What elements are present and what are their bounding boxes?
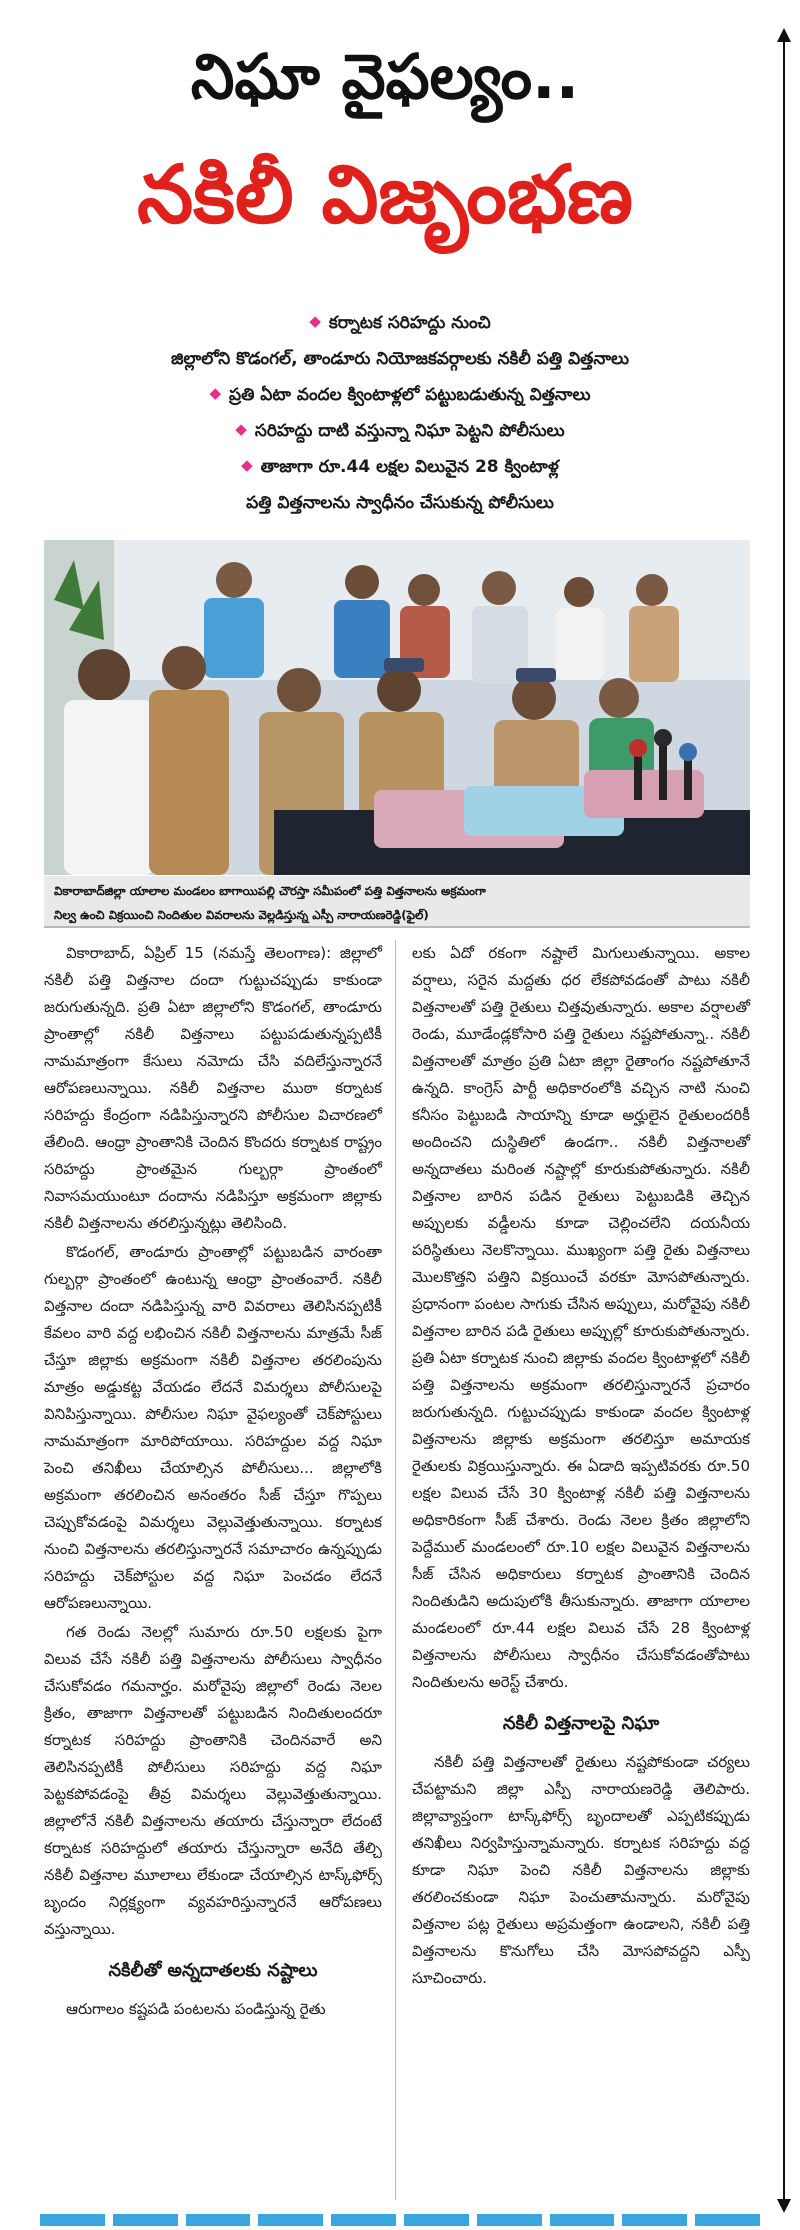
article-subheading: నకిలీ విత్తనాలపై నిఘా <box>502 1713 660 1734</box>
highlight-text: సరిహద్దు దాటి వస్తున్నా నిఘా పెట్టని పోలీసులు <box>254 421 565 441</box>
press-meet-photo <box>44 540 750 875</box>
column-divider <box>395 940 396 2200</box>
highlight-item <box>30 413 770 449</box>
highlight-text: తాజాగా రూ.44 లక్షల విలువైన 28 క్వింటాళ్ల <box>260 457 559 477</box>
article-column-right <box>412 940 750 1994</box>
highlight-text: కర్నాటక సరిహద్దు నుంచి <box>328 313 491 333</box>
article-paragraph: లకు ఏదో రకంగా నష్టాలే మిగులుతున్నాయి. అకాల వర్షాలు, సరైన మద్దతు ధర లేకపోవడంతో పాటు నకిలీ విత్తనాలతో పత్తి రైతులు చిత్తవుతున్నారు. అకాల వర్షాలతో రెండు, మూడేండ్లకోసారి పత్తి రైతులు నష్టపోతున్నా.. నకిలీ విత్తనాలతో మాత్రం ప్రతి ఏటా జిల్లా రైతాంగం నష్టపోతూనే ఉన్నది. కాంగ్రెస్‌ పార్టీ అధికారంలోకి వచ్చిన నాటి నుంచి కనీసం పెట్టుబడి సాయాన్ని కూడా అర్హులైన రైతులందరికీ అందించని దుస్థితిలో ఉండగా.. నకిలీ విత్తనాలతో అన్నదాతలు మరింత నష్టాల్లో కూరుకుపోతున్నారు. నకిలీ విత్తనాల బారిన పడిన రైతులు పెట్టుబడికి తెచ్చిన అప్పులకు వడ్డీలను కూడా చెల్లించలేని దయనీయ పరిస్థితులు నెలకొన్నాయి. ముఖ్యంగా పత్తి రైతు విత్తనాలు మొలకొత్తని పత్తిని విక్రయించే వరకూ మోసపోతున్నారు. ప్రధానంగా పంటల సాగుకు చేసిన అప్పులు, మరోవైపు నకిలీ విత్తనాల బారిన పడి రైతులు అప్పుల్లో కూరుకుపోతున్నారు. ప్రతి ఏటా కర్నాటక నుంచి జిల్లాకు వందల క్వింటాళ్లలో నకిలీ పత్తి విత్తనాలను అక్రమంగా తరలిస్తున్నారనే ప్రచారం జరుగుతున్నది. గుట్టుచప్పుడు కాకుండా వందల క్వింటాళ్ల విత్తనాలను జిల్లాకు అక్రమంగా తరలిస్తూ అమాయక రైతులకు విక్రయిస్తున్నారు. ఈ ఏడాది ఇప్పటివరకు రూ.50 లక్షల విలువ చేసే 30 క్వింటాళ్ల నకిలీ పత్తి విత్తనాలను అధికారికంగా సీజ్‌ చేశారు. రెండు నెలల క్రితం జిల్లాలోని పెద్దేముల్‌ మండలంలో రూ.10 లక్షల విలువైన విత్తనాలను సీజ్‌ చేసిన అధికారులు కర్నాటక ప్రాంతానికి చెందిన నిందితుడిని అదుపులోకి తీసుకున్నారు. తాజాగా యాలాల మండలంలో రూ.44 లక్షల విలువ చేసే 28 క్వింటాళ్ల విత్తనాలను పోలీసులు స్వాధీనం చేసుకోవడంతోపాటు నిందితులను అరెస్ట్‌ చేశారు. <box>412 944 750 1691</box>
highlight-item <box>30 341 770 377</box>
highlight-item <box>30 449 770 485</box>
highlight-text: ప్రతి ఏటా వందల క్వింటాళ్లలో పట్టుబడుతున్న విత్తనాలు <box>228 385 591 405</box>
highlight-item <box>30 377 770 413</box>
diamond-icon: ◆ <box>309 312 321 330</box>
diamond-icon: ◆ <box>209 384 221 402</box>
highlights-list <box>30 305 770 521</box>
article-subheading: నకిలీతో అన్నదాతలకు నష్టాలు <box>108 1960 318 1981</box>
article-paragraph: కొడంగల్‌, తాండూరు ప్రాంతాల్లో పట్టుబడిన వారంతా గుల్బర్గా ప్రాంతంలో ఉంటున్న ఆంధ్రా ప్రాంతంవారే. నకిలీ విత్తనాల దందా నడిపిస్తున్న వారి వివరాలు తెలిసినప్పటికీ కేవలం వారి వద్ద లభించిన నకిలీ విత్తనాలను మాత్రమే సీజ్‌ చేస్తూ జిల్లాకు అక్రమంగా నకిలీ విత్తనాల తరలింపును మాత్రం అడ్డుకట్ట వేయడం లేదనే విమర్శలు పోలీసులపై వినిపిస్తున్నాయి. పోలీసుల నిఘా వైఫల్యంతో చెక్‌పోస్టులు నామమాత్రంగా మారిపోయాయి. సరిహద్దుల వద్ద నిఘా పెంచి తనిఖీలు చేయాల్సిన పోలీసులు... జిల్లాలోకి అక్రమంగా తరలించిన అనంతరం సీజ్‌ చేస్తూ గొప్పలు చెప్పుకోవడంపై విమర్శలు వెల్లువెత్తుతున్నాయి. కర్నాటక నుంచి విత్తనాలను తరలిస్తున్నారనే సమాచారం ఉన్నప్పుడు సరిహద్దు చెక్‌పోస్టుల వద్ద నిఘా పెంచడం లేదనే ఆరోపణలున్నాయి. <box>44 1243 382 1612</box>
photo-caption <box>44 876 750 928</box>
news-photo <box>44 540 750 875</box>
diamond-icon: ◆ <box>235 420 247 438</box>
highlight-item <box>30 305 770 341</box>
headline-line-2: నకిలీ విజృంభణ <box>137 148 633 241</box>
article-column-left <box>44 940 382 2025</box>
footer-color-band <box>40 2214 760 2226</box>
highlight-item <box>30 485 770 521</box>
article-paragraph: ఆరుగాలం కష్టపడి పంటలను పండిస్తున్న రైతు <box>66 2000 326 2018</box>
highlight-text: పత్తి విత్తనాలను స్వాధీనం చేసుకున్న పోలీసులు <box>246 493 554 513</box>
photo-caption-line-2: నిల్వ ఉంచి విక్రయించి నిందితుల వివరాలను వెల్లడిస్తున్న ఎస్పీ నారాయణరెడ్డి(ఫైల్‌) <box>54 908 429 922</box>
diamond-icon: ◆ <box>241 456 253 474</box>
highlight-text: జిల్లాలోని కొడంగల్‌, తాండూరు నియోజకవర్గాలకు నకిలీ పత్తి విత్తనాలు <box>171 349 629 369</box>
article-paragraph: గత రెండు నెలల్లో సుమారు రూ.50 లక్షలకు పైగా విలువ చేసే నకిలీ పత్తి విత్తనాలను పోలీసులు స్వాధీనం చేసుకోవడం గమనార్హం. మరోవైపు జిల్లాలో రెండు నెలల క్రితం, తాజాగా విత్తనాలతో పట్టుబడిన నిందితులందరూ కర్నాటక సరిహద్దు ప్రాంతానికి చెందినవారే అని తెలిసినప్పటికీ పోలీసులు సరిహద్దు వద్ద నిఘా పెట్టకపోవడంపై తీవ్ర విమర్శలు వెల్లువెత్తుతున్నాయి. జిల్లాలోనే నకిలీ విత్తనాలను తయారు చేస్తున్నారా లేదంటే కర్నాటక సరిహద్దులో తయారు చేస్తున్నారా అనేది తేల్చి నకిలీ విత్తనాల మూలాలు లేకుండా చేయాల్సిన టాస్క్‌ఫోర్స్‌ బృందం నిర్లక్ష్యంగా వ్యవహరిస్తున్నారనే ఆరోపణలు వస్తున్నాయి. <box>44 1623 382 1938</box>
double-arrow-icon <box>776 28 792 2213</box>
photo-caption-line-1: వికారాబాద్‌జిల్లా యాలాల మండలం బాగాయిపల్లి చౌరస్తా సమీపంలో పత్తి విత్తనాలను అక్రమంగా <box>54 884 486 898</box>
headline-line-1: నిఘా వైఫల్యం.. <box>190 40 580 113</box>
article-paragraph: వికారాబాద్‌, ఏప్రిల్‌ 15 (నమస్తే తెలంగాణ): జిల్లాలో నకిలీ పత్తి విత్తనాల దందా గుట్టుచప్పుడు కాకుండా జరుగుతున్నది. ప్రతి ఏటా జిల్లాలోని కొడంగల్‌, తాండూరు ప్రాంతాల్లో నకిలీ విత్తనాలు పట్టుపడుతున్నప్పటికీ నామమాత్రంగా కేసులు నమోదు చేసి వదిలేస్తున్నారనే ఆరోపణలున్నాయి. నకిలీ విత్తనాల ముఠా కర్నాటక సరిహద్దు కేంద్రంగా నడిపిస్తున్నారని పోలీసుల విచారణలో తేలింది. ఆంధ్రా ప్రాంతానికి చెందిన కొందరు కర్నాటక రాష్ట్రం సరిహద్దు ప్రాంతమైన గుల్బర్గా ప్రాంతంలో నివాసమయుంటూ దందాను నడిపిస్తూ అక్రమంగా జిల్లాకు నకిలీ విత్తనాలను తరలిస్తున్నట్లు తెలిసింది. <box>44 944 382 1232</box>
article-paragraph: నకిలీ పత్తి విత్తనాలతో రైతులు నష్టపోకుండా చర్యలు చేపట్టామని జిల్లా ఎస్పీ నారాయణరెడ్డి తెలిపారు. జిల్లావ్యాప్తంగా టాస్క్‌ఫోర్స్‌ బృందాలతో ఎప్పటికప్పుడు తనిఖీలు నిర్వహిస్తున్నామన్నారు. కర్నాటక సరిహద్దు వద్ద కూడా నిఘా పెంచి నకిలీ విత్తనాలను జిల్లాకు తరలించకుండా నిఘా పెంచుతామన్నారు. మరోవైపు విత్తనాల పట్ల రైతులు అప్రమత్తంగా ఉండాలని, నకిలీ పత్తి విత్తనాలను కొనుగోలు చేసి మోసపోవద్దని ఎస్పీ సూచించారు. <box>412 1753 750 1987</box>
